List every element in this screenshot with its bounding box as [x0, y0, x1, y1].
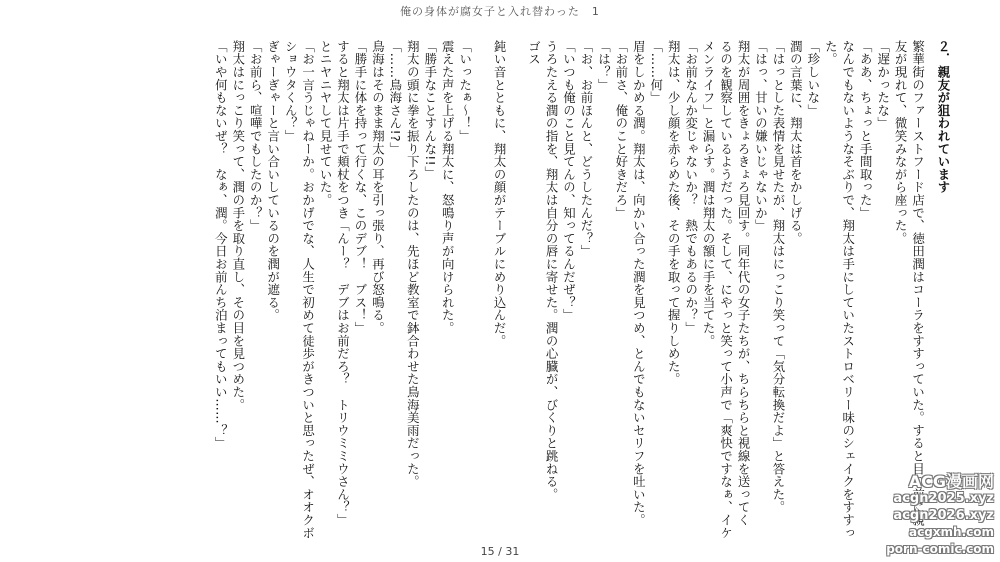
text-line: 震えた声を上げる翔太に、怒鳴り声が向けられた。 — [440, 40, 456, 335]
text-line: とニヤニヤして見せていた。 — [318, 40, 334, 207]
text-line: るのを観察しているようだった。そして、にやっと笑って小声で「爽快ですなぁ、イケ — [718, 40, 734, 540]
page-indicator: 15 / 31 — [480, 545, 520, 558]
text-line: 「珍しいな」 — [805, 40, 821, 117]
text-line: ぎゃーぎゃーと言い合いしているのを潤が遮る。 — [265, 40, 281, 322]
watermark-line: acgn2026.xyz — [893, 508, 994, 523]
text-line: た。 — [823, 40, 839, 66]
text-line: 翔太はにっこり笑って、潤の手を取り直し、その目を見つめた。 — [230, 40, 246, 412]
text-line: 「いつも俺のこと見てんの、知ってるんだぜ？」 — [561, 40, 577, 322]
watermark-line: ACG漫画网 — [908, 472, 994, 491]
text-line: 「いったぁ～！」 — [457, 40, 473, 143]
text-line: メンライフ」と漏らす。潤は翔太の額に手を当てた。 — [701, 40, 717, 348]
sound-effect: ゴス — [526, 40, 542, 66]
watermark-line: porn-comic.com — [886, 542, 994, 556]
text-line: 翔太は、少し顔を赤らめた後、その手を取って握りしめた。 — [666, 40, 682, 386]
text-line: 「は？」 — [596, 40, 612, 92]
text-line: 「お前なんか変じゃないか？ 熱でもあるのか？」 — [683, 40, 699, 335]
text-line: 「……何」 — [648, 40, 664, 104]
text-line: 「勝手なことすんな!!」 — [422, 40, 438, 179]
site-watermark — [886, 473, 994, 558]
watermark-line: acgxmh.com — [908, 525, 994, 539]
text-line: 翔太が周囲をきょろきょろ見回す。同年代の女子たちが、ちらちらと視線を送ってく — [736, 40, 752, 527]
text-line: 友が現れて、微笑みながら座った。 — [893, 40, 909, 245]
text-line: すると翔太は片手で頬杖をつき「んー？ デブはお前だろ？ トリウミミウさん？」 — [335, 40, 351, 527]
watermark-line: acgn2025.xyz — [893, 491, 994, 506]
text-line: 鈍い音とともに、翔太の顔がテーブルにめり込んだ。 — [492, 40, 508, 348]
text-line: 繁華街のファーストフード店で、徳田潤はコーラをすすっていた。すると目の前に親 — [910, 40, 926, 527]
text-line: なんでもないようなそぶりで、翔太は手にしていたストロベリー味のシェイクをすすっ — [840, 40, 856, 540]
text-line: うろたえる潤の指を、翔太は自分の唇に寄せた。潤の心臓が、びくりと跳ねる。 — [544, 40, 560, 501]
chapter-heading: ２．親友が狙われています — [936, 40, 951, 194]
text-line: 「お一言うじゃねーか。おかげでな、人生で初めて徒歩がきついと思ったぜ、オオクボ — [300, 40, 316, 540]
text-line: 翔太の頭に拳を振り下ろしたのは、先ほど教室で鉢合わせた鳥海美雨だった。 — [405, 40, 421, 488]
text-line: ショウタくん？」 — [283, 40, 299, 143]
text-line: 鳥海はそのまま翔太の耳を引っ張り、再び怒鳴る。 — [370, 40, 386, 335]
text-line: 「お前さ、俺のこと好きだろ」 — [613, 40, 629, 220]
text-line: 「お、お前ほんと、どうしたんだ？」 — [578, 40, 594, 258]
text-line: 「勝手に体を持って行くな、このデブ！ ブス！」 — [352, 40, 368, 335]
text-line: 「遅かったな」 — [875, 40, 891, 130]
text-line: 「はっ、甘いの嫌いじゃないか」 — [753, 40, 769, 232]
text-line: 「お前ら、喧嘩でもしたのか？」 — [248, 40, 264, 232]
text-line: 「ああ、ちょっと手間取った」 — [858, 40, 874, 220]
text-line: 「はっとした表情を見せたが、翔太はにっこり笑って「気分転換だよ」と答えた。 — [770, 40, 786, 514]
text-line: 「いや何もないぜ？ なぁ、潤。今日お前んち泊まってもいい……？」 — [213, 40, 229, 450]
text-line: 眉をしかめる潤。翔太は、向かい合った潤を見つめ、とんでもないセリフを吐いた。 — [631, 40, 647, 527]
text-line: 「……鳥海さん!?」 — [387, 40, 403, 155]
text-line: 潤の言葉に、翔太は首をかしげる。 — [788, 40, 804, 245]
document-title: 俺の身体が腐女子と入れ替わった 1 — [400, 5, 600, 18]
